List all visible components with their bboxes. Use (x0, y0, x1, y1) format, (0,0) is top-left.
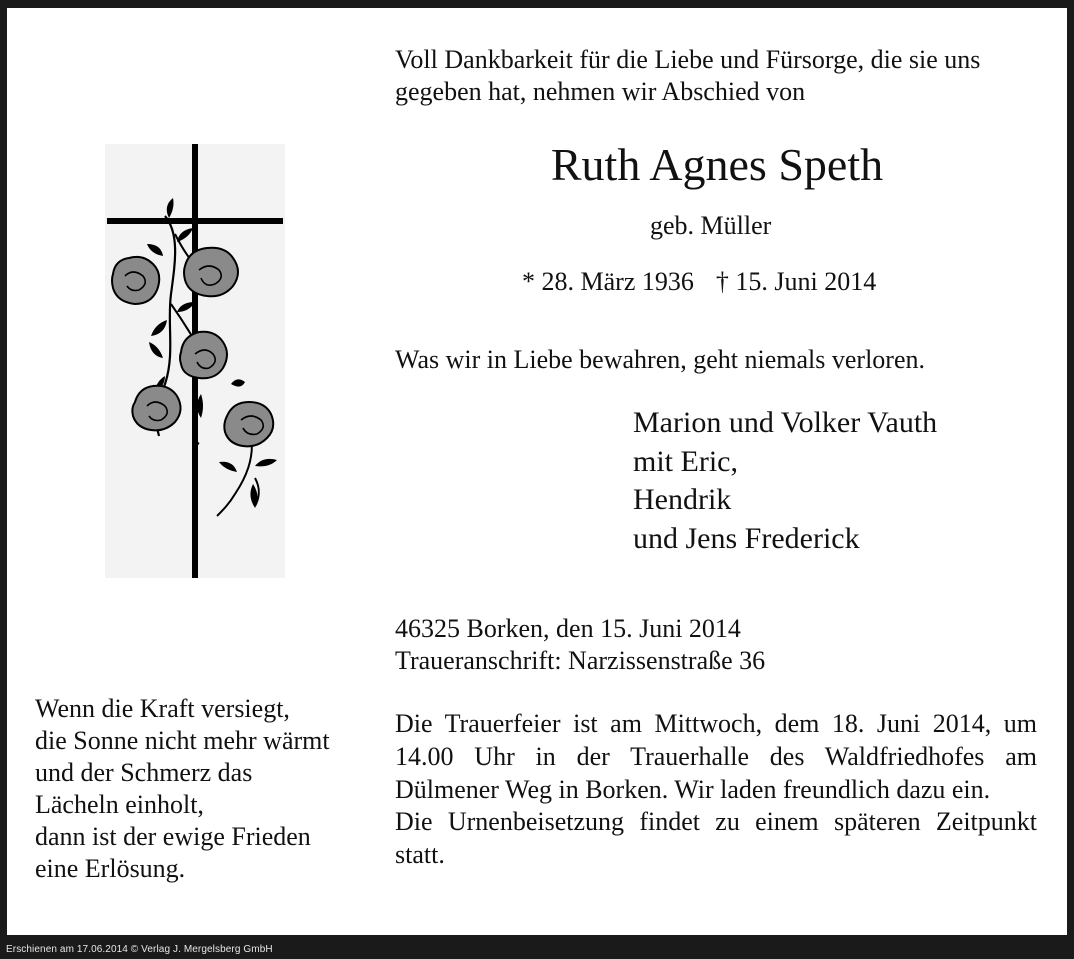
poem-line: dann ist der ewige Frieden (35, 822, 311, 851)
mourners-list (633, 404, 937, 558)
mourner-line: mit Eric, (633, 444, 738, 478)
poem-line: Wenn die Kraft versiegt, (35, 694, 290, 723)
ceremony-paragraph: Die Urnenbeisetzung findet zu einem späteren Zeitpunkt statt. (395, 807, 1037, 870)
obituary-notice (7, 8, 1067, 935)
intro-text (395, 44, 980, 108)
poem-line: eine Erlösung. (35, 854, 186, 883)
cross-with-roses-icon (105, 144, 285, 578)
intro-line: Voll Dankbarkeit für die Liebe und Fürsorge, die sie uns (395, 45, 981, 74)
intro-line: gegeben hat, nehmen wir Abschied von (395, 77, 806, 106)
death-date: † 15. Juni 2014 (715, 267, 877, 296)
place-date: 46325 Borken, den 15. Juni 2014 (395, 614, 741, 643)
ceremony-info (395, 708, 1037, 872)
mourner-line: Hendrik (633, 483, 732, 516)
birth-date: * 28. März 1936 (522, 267, 694, 296)
poem-line: die Sonne nicht mehr wärmt (35, 726, 330, 755)
ceremony-paragraph: Die Trauerfeier ist am Mittwoch, dem 18. Juni 2014, um 14.00 Uhr in der Trauerhalle des Waldfriedhofes am Dülmener Weg in Borken. Wir laden freundlich dazu ein. (395, 709, 1037, 804)
deceased-name: Ruth Agnes Speth (550, 139, 884, 190)
life-dates (522, 266, 876, 298)
poem-line: Lächeln einholt, (35, 790, 204, 819)
mourner-line: Marion und Volker Vauth (633, 406, 938, 439)
publication-footer: Erschienen am 17.06.2014 © Verlag J. Mergelsberg GmbH (6, 944, 273, 955)
mourning-address: Traueranschrift: Narzissenstraße 36 (395, 646, 766, 675)
poem-line: und der Schmerz das (35, 758, 253, 787)
poem (35, 693, 330, 885)
motto: Was wir in Liebe bewahren, geht niemals verloren. (395, 345, 925, 374)
place-and-address (395, 613, 765, 677)
birth-name: geb. Müller (650, 211, 772, 240)
mourner-line: und Jens Frederick (633, 521, 860, 555)
